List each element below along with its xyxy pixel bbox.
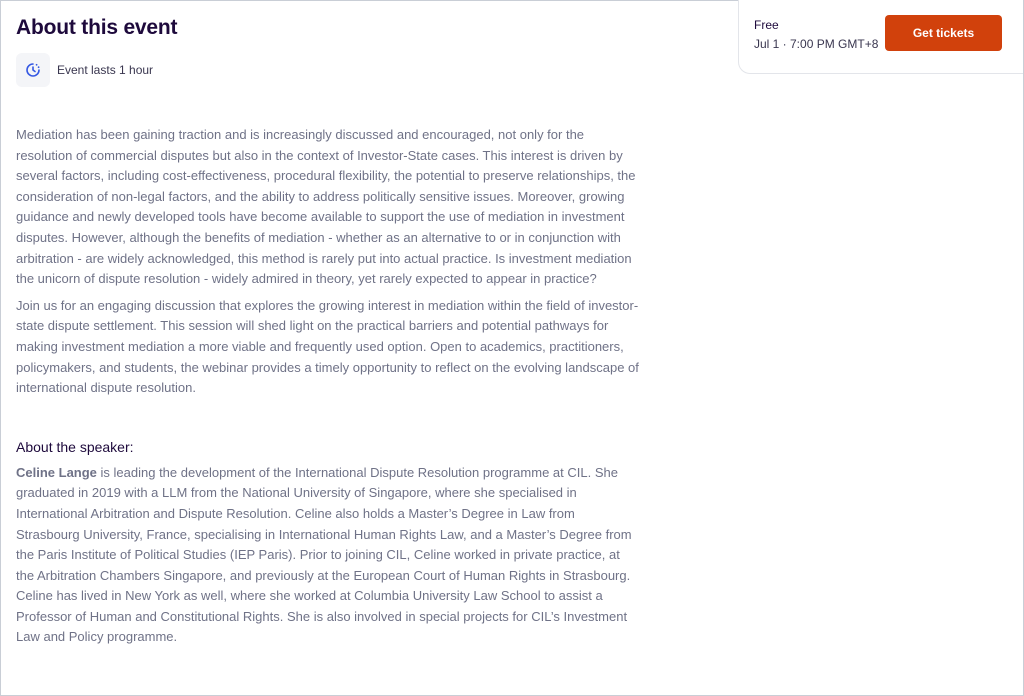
ticket-price: Free [754, 18, 779, 32]
speaker-heading: About the speaker: [16, 438, 134, 455]
event-main [16, 14, 640, 648]
duration-text: Event lasts 1 hour [57, 63, 154, 77]
event-duration [16, 52, 640, 88]
ticket-card [738, 0, 1023, 74]
description-paragraph: Join us for an engaging discussion that explores the growing interest in mediation within the field of investor-state dispute settlement. This session will shed light on the practical barriers and potential pathways for making investment mediation a more viable and frequently used option. Open to academics, practitioners, policymakers, and students, the webinar provides a timely opportunity to reflect on the evolving landscape of international dispute resolution. [16, 297, 639, 396]
description-paragraph: Mediation has been gaining traction and is increasingly discussed and encouraged, not only for the resolution of commercial disputes but also in the context of Investor-State cases. This interest is driven by several factors, including cost-effectiveness, procedural flexibility, the potential to preserve relationships, the consideration of non-legal factors, and the ability to address politically sensitive issues. Moreover, growing guidance and newly developed tools have become available to support the use of mediation in investment disputes. However, although the benefits of mediation - whether as an alternative to or in conjunction with arbitration - are widely acknowledged, this method is rarely put into actual practice. Is investment mediation the unicorn of dispute resolution - widely admired in theory, yet rarely expected to appear in practice? [16, 127, 636, 287]
event-datetime: Jul 1 · 7:00 PM GMT+8 [754, 37, 879, 51]
event-description [16, 125, 640, 399]
speaker-bio [16, 463, 640, 648]
event-title: About this event [16, 16, 178, 39]
get-tickets-button[interactable]: Get tickets [885, 15, 1002, 51]
speaker-name: Celine Lange [16, 464, 97, 480]
clock-icon [16, 53, 50, 87]
speaker-bio-text: is leading the development of the International Dispute Resolution programme at CIL. She graduated in 2019 with a LLM from the National University of Singapore, where she specialised in International Arbitration and Dispute Resolution. Celine also holds a Master’s Degree in Law from Strasbourg University, France, specialising in International Human Rights Law, and a Master’s Degree from the Paris Institute of Political Studies (IEP Paris). Prior to joining CIL, Celine worked in private practice, at the Arbitration Chambers Singapore, and previously at the European Court of Human Rights in Strasbourg. Celine has lived in New York as well, where she worked at Columbia University Law School to assist a Professor of Human and Constitutional Rights. She is also involved in special projects for CIL’s Investment Law and Policy programme. [16, 464, 632, 645]
